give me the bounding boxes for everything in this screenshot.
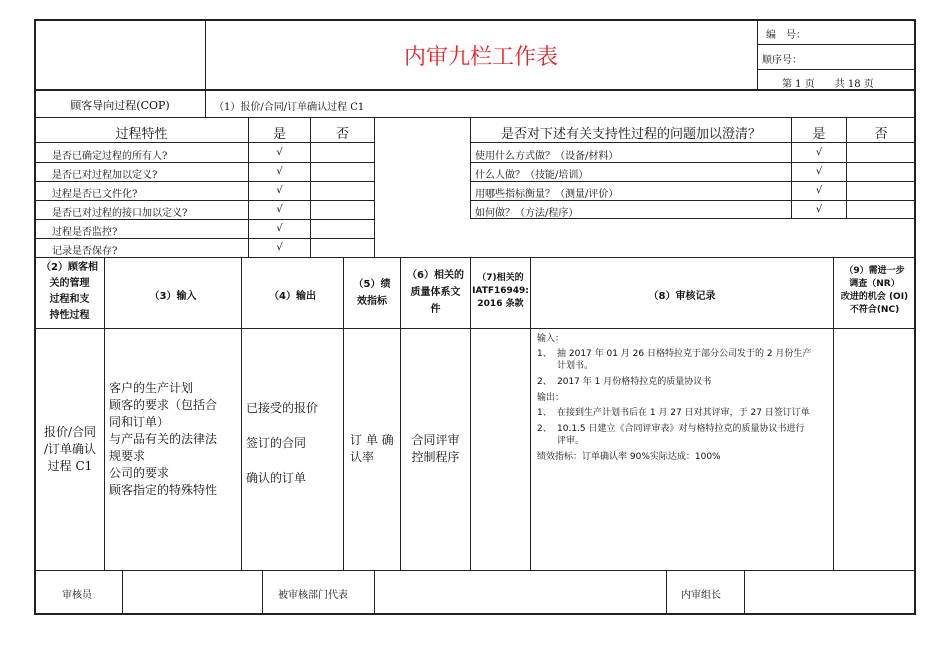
col5-header: （5）绩 效指标 <box>353 279 391 307</box>
check-mark: √ <box>815 204 823 215</box>
process-cell: 报价/合同 /订单确认 过程 C1 <box>43 425 97 473</box>
col4-header: （4）输出 <box>269 291 316 302</box>
check-mark: √ <box>276 204 283 215</box>
audit-output-item: 2、 10.1.5 日建立《合同评审表》对与格特拉克的质量协议书进行 评审。 <box>537 424 805 446</box>
docs-cell: 合同评审 控制程序 <box>411 433 460 464</box>
col9-header: （9）需进一步 调查（NR） 改进的机会 (OI) 不符合(NC) <box>840 266 909 315</box>
outputs-cell: 已接受的报价 签订的合同 确认的订单 <box>246 401 319 485</box>
page-title: 内审九栏工作表 <box>403 45 558 70</box>
characteristic-question: 过程是否已文件化? <box>52 189 138 200</box>
check-mark: √ <box>276 242 283 253</box>
audit-kpi-line: 绩效指标：订单确认率 90%实际达成：100% <box>537 452 721 462</box>
auditee-label: 被审核部门代表 <box>278 590 348 601</box>
page-info: 第 1 页 共 18 页 <box>782 79 874 90</box>
lead-auditor-label: 内审组长 <box>681 590 721 601</box>
support-no-header: 否 <box>874 127 888 142</box>
characteristics-yes-header: 是 <box>272 127 286 142</box>
col6-header: （6）相关的 质量体系文 件 <box>407 270 464 315</box>
support-header: 是否对下述有关支持性过程的问题加以澄清？ <box>500 127 761 142</box>
check-mark: √ <box>815 147 823 158</box>
characteristic-question: 是否已对过程加以定义? <box>52 170 158 181</box>
auditor-label: 审核员 <box>62 590 92 601</box>
check-mark: √ <box>276 185 283 196</box>
check-mark: √ <box>276 147 283 158</box>
process-type: 顾客导向过程(COP) <box>70 99 170 112</box>
characteristic-question: 记录是否保存? <box>52 246 118 257</box>
characteristic-question: 是否已对过程的接口加以定义? <box>52 208 188 219</box>
sequence-label: 顺序号： <box>762 55 802 66</box>
col2-header: （2）顾客相 关的管理 过程和支 持性过程 <box>41 262 98 321</box>
check-mark: √ <box>276 223 283 234</box>
audit-input-item: 2、 2017 年 1 月份格特拉克的质量协议书 <box>537 377 712 387</box>
characteristic-question: 过程是否监控? <box>52 227 118 238</box>
check-mark: √ <box>815 166 823 177</box>
number-label: 编 号： <box>766 30 806 41</box>
support-yes-header: 是 <box>812 127 826 142</box>
audit-output-item: 1、 在接到生产计划书后在 1 月 27 日对其评审，于 27 日签订订单 <box>537 408 810 418</box>
audit-record: 输入： 1、 抽 2017 年 01 月 26 日格特拉克于部分公司发于的 2 月份生产 计划书。 2、 2017 年 1 月份格特拉克的质量协议书 输出： 1、 在接到生产计划书后在 1 月 27 日对其评审，于 27 日签订订单 2、 10.1.5 日建立《合同评审表》对与格特拉克的质量协议书进行 评审。 绩效指标：订单确认率 90%实际达成：100% <box>537 333 832 463</box>
characteristics-header: 过程特性 <box>115 127 168 142</box>
support-question: 什么人做？（技能/培训） <box>475 170 589 181</box>
col7-header: （7)相关的 IATF16949: 2016 条款 <box>472 273 529 309</box>
process-name: （1）报价/合同/订单确认过程 C1 <box>214 102 365 113</box>
support-question: 使用什么方式做？（设备/材料） <box>475 151 619 162</box>
inputs-cell: 客户的生产计划 顾客的要求（包括合 同和订单） 与产品有关的法律法 规要求 公司的要求 顾客指定的特殊特性 <box>109 381 218 497</box>
col3-header: （3）输入 <box>149 291 197 302</box>
audit-input-item: 1、 抽 2017 年 01 月 26 日格特拉克于部分公司发于的 2 月份生产 计划书。 <box>537 349 812 371</box>
kpi-cell: 订 单 确 认率 <box>350 433 394 464</box>
characteristic-question: 是否已确定过程的所有人? <box>52 151 168 162</box>
support-question: 用哪些指标衡量？（测量/评价） <box>475 189 619 200</box>
check-mark: √ <box>815 185 823 196</box>
support-question: 如何做？（方法/程序） <box>475 208 579 219</box>
check-mark: √ <box>276 166 283 177</box>
characteristics-no-header: 否 <box>335 127 349 142</box>
col8-header: （8）审核记录 <box>648 291 716 302</box>
